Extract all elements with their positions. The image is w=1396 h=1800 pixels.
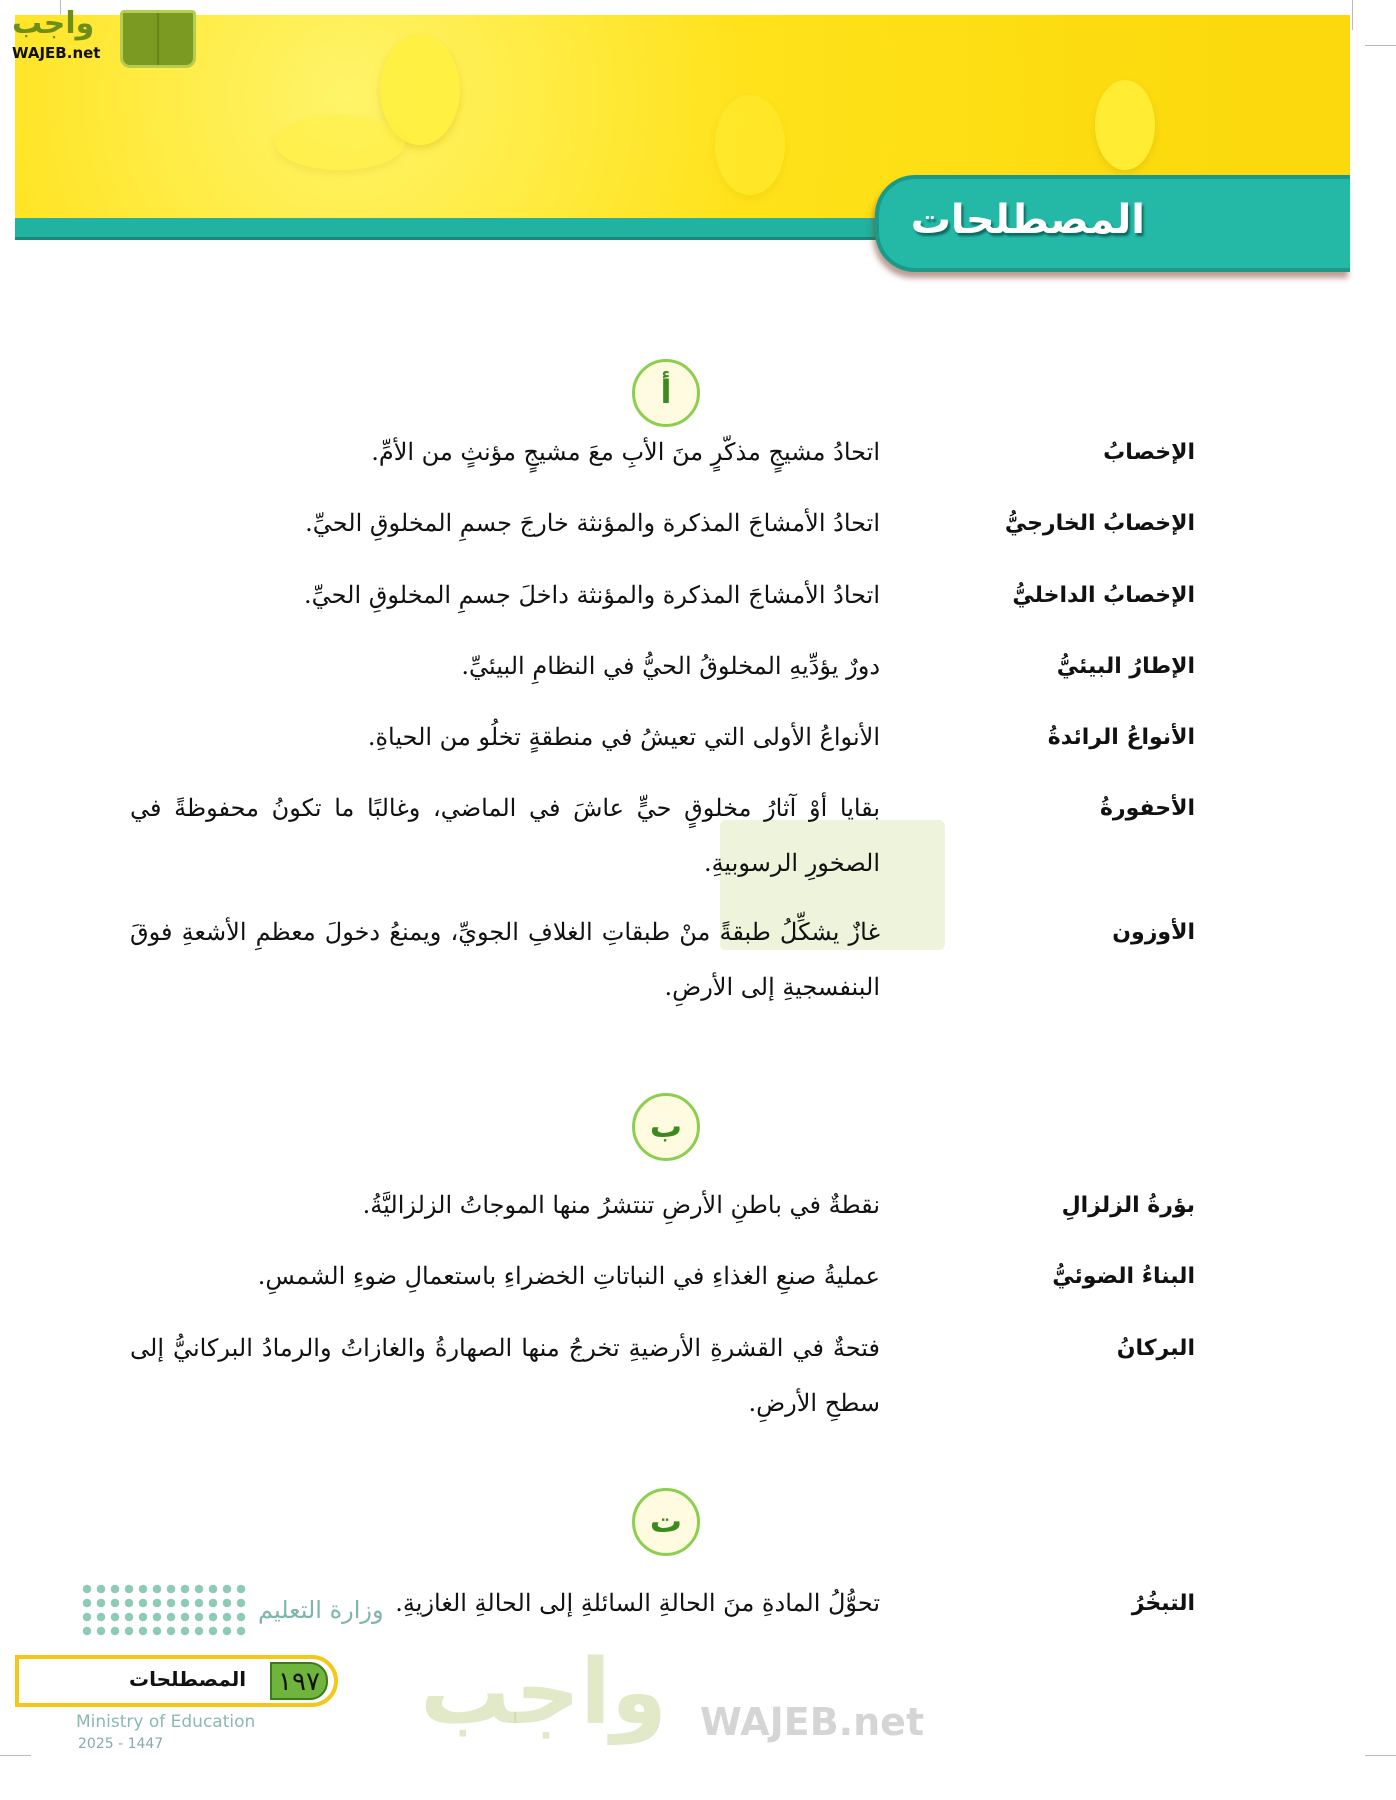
title-tab: [875, 175, 1350, 272]
term: التبخُرُ: [1131, 1591, 1195, 1616]
definition: اتحادُ الأمشاجَ المذكرة والمؤنثة داخلَ جسمِ المخلوقِ الحيِّ.: [304, 581, 880, 609]
edition-year: 2025 - 1447: [78, 1736, 164, 1752]
term: الإخصابُ الداخليُّ: [1012, 583, 1195, 608]
logo-latin: WAJEB.net: [12, 44, 101, 62]
definition: غازٌ يشكِّلُ طبقةً منْ طبقاتِ الغلافِ الجويِّ، ويمنعُ دخولَ معظمِ الأشعةِ فوقَ البنفسجيةِ إلى الأرضِ.: [130, 918, 880, 1001]
crop-mark: [1365, 45, 1396, 46]
footer-section-title: المصطلحات: [129, 1667, 247, 1691]
watermark-latin: WAJEB.net: [700, 1700, 925, 1744]
definition: دورٌ يؤدِّيهِ المخلوقُ الحيُّ في النظامِ البيئيِّ.: [461, 652, 880, 680]
definition: نقطةٌ في باطنِ الأرضِ تنتشرُ منها الموجاتُ الزلزاليَّةُ.: [362, 1191, 880, 1219]
page-title: المصطلحات: [910, 197, 1145, 243]
section-letter: ب: [632, 1093, 700, 1161]
definition: عمليةُ صنعِ الغذاءِ في النباتاتِ الخضراءِ باستعمالِ ضوءِ الشمسِ.: [257, 1262, 880, 1290]
term: البركانُ: [1116, 1336, 1195, 1361]
ministry-name-en: Ministry of Education: [76, 1712, 256, 1732]
wajeb-logo: [10, 6, 190, 66]
watermark-text: واجب: [420, 1640, 667, 1745]
crop-mark: [1352, 0, 1353, 30]
definition: تحوُّلُ المادةِ منَ الحالةِ السائلةِ إلى الحالةِ الغازيةِ.: [395, 1589, 880, 1617]
definition: فتحةٌ في القشرةِ الأرضيةِ تخرجُ منها الصهارةُ والغازاتُ والرمادُ البركانيُّ إلى سطحِ الأرضِ.: [130, 1334, 880, 1417]
definition: بقايا أوْ آثارُ مخلوقٍ حيٍّ عاشَ في الماضي، وغالبًا ما تكونُ محفوظةً في الصخورِ الرسوبيةِ.: [130, 794, 880, 877]
section-letter: ت: [632, 1488, 700, 1556]
term: الأوزون: [1112, 920, 1195, 945]
term: الأنواعُ الرائدةُ: [1047, 725, 1195, 750]
definition: الأنواعُ الأولى التي تعيشُ في منطقةٍ تخلُو من الحياةِ.: [367, 723, 880, 751]
term: البناءُ الضوئيُّ: [1052, 1264, 1195, 1289]
logo-text: واجب: [12, 6, 95, 41]
definition: اتحادُ مشيجٍ مذكّرٍ منَ الأبِ معَ مشيجٍ مؤنثٍ من الأمِّ.: [371, 438, 880, 466]
term: الإطارُ البيئيُّ: [1056, 654, 1195, 679]
term: الإخصابُ الخارجيُّ: [1004, 511, 1195, 536]
section-letter: أ: [632, 359, 700, 427]
header-teal-bar: [15, 218, 915, 240]
crop-mark: [0, 1755, 31, 1756]
term: الإخصابُ: [1103, 440, 1195, 465]
crop-mark: [1365, 1755, 1396, 1756]
book-icon: [120, 10, 196, 68]
definition: اتحادُ الأمشاجَ المذكرة والمؤنثة خارجَ جسمِ المخلوقِ الحيِّ.: [305, 509, 880, 537]
term: الأحفورةُ: [1099, 796, 1195, 821]
page-footer-bar: [15, 1655, 338, 1707]
ministry-logo-dots: [80, 1582, 248, 1638]
page-number: ١٩٧: [270, 1662, 328, 1700]
term: بؤرةُ الزلزالِ: [1061, 1193, 1195, 1218]
ministry-name-ar: وزارة التعليم: [258, 1596, 384, 1624]
